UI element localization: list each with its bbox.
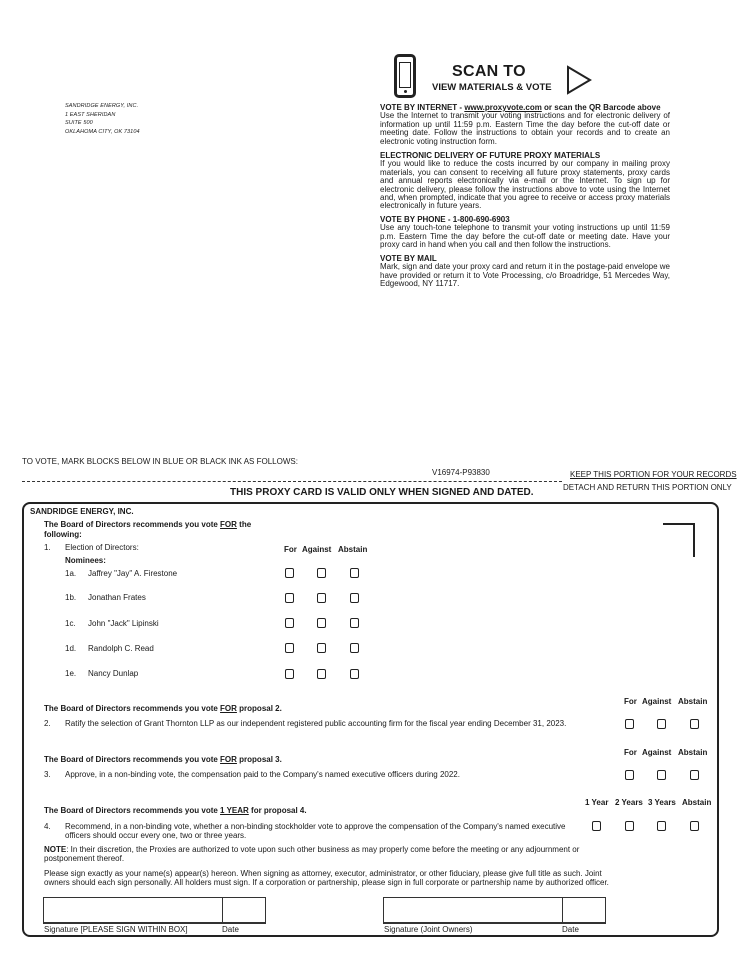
proposal-4-recommendation: The Board of Directors recommends you vote 1 YEAR for proposal 4. — [44, 806, 307, 815]
abstain-checkbox[interactable] — [350, 669, 359, 679]
one-year-checkbox[interactable] — [592, 821, 601, 831]
nominee-name: John "Jack" Lipinski — [88, 619, 159, 628]
joint-date-label: Date — [562, 925, 579, 934]
proxyvote-link[interactable]: www.proxyvote.com — [464, 103, 542, 112]
for-checkbox[interactable] — [625, 719, 634, 729]
address-line: OKLAHOMA CITY, OK 73104 — [65, 128, 140, 135]
three-years-checkbox[interactable] — [657, 821, 666, 831]
column-against: Against — [642, 697, 672, 706]
proposal-3-recommendation: The Board of Directors recommends you vote FOR proposal 3. — [44, 755, 282, 764]
nominee-name: Jaffrey "Jay" A. Firestone — [88, 569, 178, 578]
nominee-name: Randolph C. Read — [88, 644, 154, 653]
column-for: For — [624, 697, 637, 706]
column-abstain: Abstain — [678, 697, 708, 706]
control-number: V16974-P93830 — [432, 468, 490, 477]
proposal-2-text: Ratify the selection of Grant Thornton LLP as our independent registered public accounting firm for the fiscal year ending December 31, 2023. — [65, 719, 567, 728]
abstain-checkbox[interactable] — [690, 719, 699, 729]
joint-signature-box[interactable] — [383, 897, 563, 923]
signature-box[interactable] — [43, 897, 223, 923]
abstain-checkbox[interactable] — [350, 593, 359, 603]
electronic-delivery-heading: ELECTRONIC DELIVERY OF FUTURE PROXY MATERIALS — [380, 151, 601, 160]
against-checkbox[interactable] — [317, 618, 326, 628]
column-for: For — [284, 545, 297, 554]
for-checkbox[interactable] — [285, 669, 294, 679]
for-checkbox[interactable] — [285, 643, 294, 653]
electronic-delivery-body: If you would like to reduce the costs incurred by our company in mailing proxy materials, you can consent to receiving all future proxy statements, proxy cards and annual reports electronically via e-mail or the Internet. To sign up for electronic delivery, please follow the instructions above to vote using the Internet and, when prompted, indicate that you agree to receive or access proxy materials electronically in future years. — [380, 159, 670, 211]
joint-signature-label: Signature (Joint Owners) — [384, 925, 473, 934]
item-label: Election of Directors: — [65, 543, 139, 552]
signature-rule — [43, 923, 266, 924]
scan-subtitle: VIEW MATERIALS & VOTE — [432, 82, 552, 93]
smartphone-icon — [394, 54, 416, 98]
column-against: Against — [642, 748, 672, 757]
against-checkbox[interactable] — [317, 669, 326, 679]
keep-portion-label: KEEP THIS PORTION FOR YOUR RECORDS — [570, 470, 737, 479]
proposal-4-text-cont: officers should occur every one, two or three years. — [65, 831, 247, 840]
address-line: SANDRIDGE ENERGY, INC. — [65, 103, 139, 109]
vote-by-phone — [380, 216, 670, 250]
detach-portion-label: DETACH AND RETURN THIS PORTION ONLY — [563, 483, 732, 492]
vote-mail-heading: VOTE BY MAIL — [380, 254, 437, 263]
abstain-checkbox[interactable] — [350, 618, 359, 628]
address-line: SUITE 500 — [65, 120, 93, 126]
column-3-years: 3 Years — [648, 798, 676, 807]
vote-mail-body: Mark, sign and date your proxy card and return it in the postage-paid envelope we have provided or return it to Vote Processing, c/o Broadridge, 51 Mercedes Way, Edgewood, NY 11717. — [380, 262, 670, 289]
column-abstain: Abstain — [338, 545, 368, 554]
against-checkbox[interactable] — [317, 643, 326, 653]
column-abstain: Abstain — [682, 798, 712, 807]
for-checkbox[interactable] — [285, 593, 294, 603]
board-recommendation-cont: following: — [44, 530, 82, 539]
proposal-number: 2. — [44, 719, 51, 728]
for-checkbox[interactable] — [625, 770, 634, 780]
scan-title: SCAN TO — [452, 63, 526, 80]
return-address — [65, 102, 140, 136]
board-recommendation: The Board of Directors recommends you vote FOR the — [44, 520, 252, 529]
against-checkbox[interactable] — [657, 719, 666, 729]
against-checkbox[interactable] — [657, 770, 666, 780]
play-arrow-icon — [566, 65, 592, 95]
item-number: 1. — [44, 543, 51, 552]
vote-phone-heading: VOTE BY PHONE - 1-800-690-6903 — [380, 215, 510, 224]
two-years-checkbox[interactable] — [625, 821, 634, 831]
ink-instructions: TO VOTE, MARK BLOCKS BELOW IN BLUE OR BLACK INK AS FOLLOWS: — [22, 457, 298, 466]
vote-by-internet: VOTE BY INTERNET - www.proxyvote.com or scan the QR Barcode above Use the Internet to transmit your voting instructions and for electronic delivery of information up until 11:59 p.m. Eastern Time the day before the cut-off date or meeting date. Follow the instructions to obtain your records and to create an electronic voting instruction form. — [380, 103, 670, 146]
for-checkbox[interactable] — [285, 618, 294, 628]
abstain-checkbox[interactable] — [350, 643, 359, 653]
date-label: Date — [222, 925, 239, 934]
detach-line — [22, 481, 562, 482]
vote-internet-body: Use the Internet to transmit your voting instructions and for electronic delivery of information up until 11:59 p.m. Eastern Time the day before the cut-off date or meeting date. Follow the instructions to obtain your records and to create an electronic voting instruction form. — [380, 111, 670, 146]
proposal-3-text: Approve, in a non-binding vote, the compensation paid to the Company's named executive officers during 2022. — [65, 770, 460, 779]
nominee-name: Nancy Dunlap — [88, 669, 139, 678]
column-2-years: 2 Years — [615, 798, 643, 807]
electronic-delivery — [380, 152, 670, 211]
for-checkbox[interactable] — [285, 568, 294, 578]
proposal-number: 4. — [44, 822, 51, 831]
proposal-number: 3. — [44, 770, 51, 779]
note-paragraph: NOTE: In their discretion, the Proxies are authorized to vote upon such other business as may properly come before the meeting or any adjournment or postponement thereof. — [44, 845, 580, 863]
vote-by-mail — [380, 255, 670, 289]
proposal-2-recommendation: The Board of Directors recommends you vote FOR proposal 2. — [44, 704, 282, 713]
date-box[interactable] — [222, 897, 266, 923]
nominee-name: Jonathan Frates — [88, 593, 146, 602]
column-for: For — [624, 748, 637, 757]
against-checkbox[interactable] — [317, 568, 326, 578]
card-company: SANDRIDGE ENERGY, INC. — [30, 507, 134, 516]
abstain-checkbox[interactable] — [350, 568, 359, 578]
address-line: 1 EAST SHERIDAN — [65, 111, 116, 118]
proposal-4-text: Recommend, in a non-binding vote, whether a non-binding stockholder vote to approve the compensation of the Company's named executive — [65, 822, 566, 831]
against-checkbox[interactable] — [317, 593, 326, 603]
signature-label: Signature [PLEASE SIGN WITHIN BOX] — [44, 925, 188, 934]
column-against: Against — [302, 545, 332, 554]
corner-mark — [663, 523, 695, 557]
abstain-checkbox[interactable] — [690, 821, 699, 831]
vote-phone-body: Use any touch-tone telephone to transmit your voting instructions up until 11:59 p.m. Eastern Time the day before the cut-off date or meeting date. Have your proxy card in hand when you call and then follow the instructions. — [380, 223, 670, 250]
signing-instructions: Please sign exactly as your name(s) appear(s) hereon. When signing as attorney, executor, administrator, or other fiduciary, please give full title as such. Joint owners should each sign personally. All holders must sign. If a corporation or partnership, please sign in full corporate or partnership name by authorized officer. — [44, 869, 609, 887]
column-abstain: Abstain — [678, 748, 708, 757]
nominees-label: Nominees: — [65, 556, 106, 565]
joint-date-box[interactable] — [562, 897, 606, 923]
valid-notice: THIS PROXY CARD IS VALID ONLY WHEN SIGNED AND DATED. — [230, 487, 534, 498]
abstain-checkbox[interactable] — [690, 770, 699, 780]
joint-signature-rule — [383, 923, 606, 924]
column-1-year: 1 Year — [585, 798, 609, 807]
